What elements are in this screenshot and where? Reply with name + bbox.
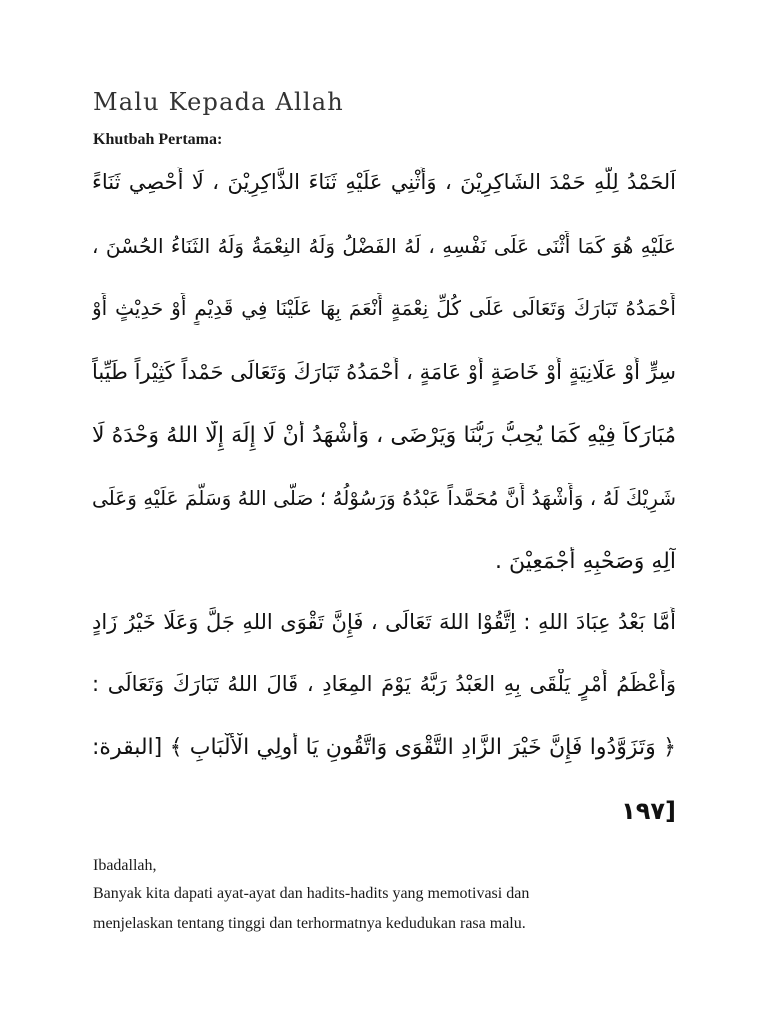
arabic-text-line: سِرٍّ أَوْ عَلَانِيَةٍ أَوْ خَاصَةٍ أَوْ عَامَةٍ ، أَحْمَدُهُ تَبَارَكَ وَتَعَالَى حَمْداً كَثِيْراً طَيِّباً [92,360,676,384]
verse-reference-number: [١٩٧ [621,797,676,825]
arabic-text-line: عَلَيْهِ هُوَ كَمَا أَثْنَى عَلَى نَفْسِهِ ، لَهُ الفَضْلُ وَلَهُ النِعْمَةُ وَلَهُ الثَنَاءُ الحُسْنَ ، [92,234,676,258]
body-paragraph-line: Ibadallah, [93,857,157,874]
document-title: Malu Kepada Allah [93,88,344,116]
arabic-text-line: وَأَعْظَمُ أَمْرٍ يَلْقَى بِهِ العَبْدُ رَبَّهُ يَوْمَ المِعَادِ ، قَالَ اللهُ تَبَارَكَ وَتَعَالَى : [92,672,676,696]
arabic-text-line: اَلحَمْدُ لِلّهِ حَمْدَ الشَاكِرِيْنَ ، وَأُثْنِي عَلَيْهِ ثَنَاءَ الذَّاكِرِيْنَ ، لَا أُحْصِي ثَنَاءً [92,170,676,194]
arabic-text-line: آلِهِ وَصَحْبِهِ أَجْمَعِيْنَ . [495,549,676,574]
body-paragraph-line: Banyak kita dapati ayat-ayat dan hadits-hadits yang memotivasi dan [93,885,530,902]
section-heading: Khutbah Pertama: [93,131,223,148]
arabic-text-line: أَحْمَدُهُ تَبَارَكَ وَتَعَالَى عَلَى كُلِّ نِعْمَةٍ أَنْعَمَ بِهَا عَلَيْنَا فِي قَدِيْمٍ أَوْ حَدِيْثٍ أَوْ [92,296,676,320]
arabic-text-line: شَرِيْكَ لَهُ ، وَأَشْهَدُ أَنَّ مُحَمَّداً عَبْدُهُ وَرَسُوْلُهُ ؛ صَلَّى اللهُ وَسَلَّمَ عَلَيْهِ وَعَلَى [92,486,676,510]
arabic-text-line: أَمَّا بَعْدُ عِبَادَ اللهِ : اِتَّقُوْا اللهَ تَعَالَى ، فَإِنَّ تَقْوَى اللهِ جَلَّ وَعَلَا خَيْرُ زَادٍ [92,610,676,634]
quran-verse-line: ﴿ وَتَزَوَّدُوا فَإِنَّ خَيْرَ الزَّادِ التَّقْوَى وَاتَّقُونِ يَا أُولِي الْأَلْبَابِ ﴾ [البقرة: [92,735,676,760]
arabic-text-line: مُبَارَكاً فِيْهِ كَمَا يُحِبُّ رَبُّنَا وَيَرْضَى ، وَأَشْهَدُ أَنْ لَا إِلَهَ إِلَّا اللهُ وَحْدَهُ لَا [92,423,676,448]
body-paragraph-line: menjelaskan tentang tinggi dan terhormatnya kedudukan rasa malu. [93,915,526,932]
